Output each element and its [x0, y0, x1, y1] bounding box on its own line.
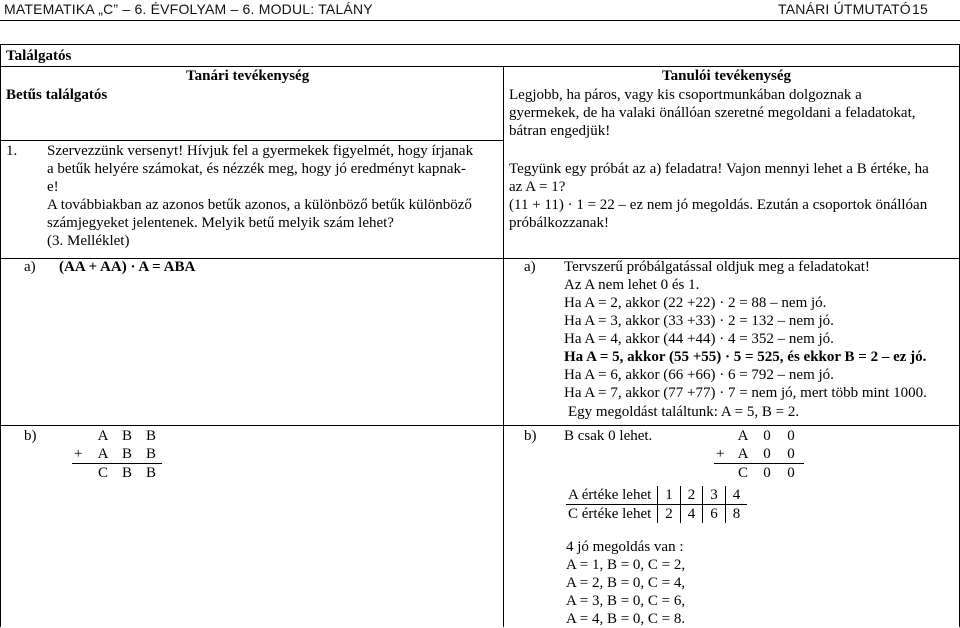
- b-left-r3-c1: C: [97, 465, 108, 481]
- a-right-line-1: Tervszerű próbálgatással oldjuk meg a feladatokat!: [564, 259, 870, 275]
- a-right-line-5: Ha A = 4, akkor (44 +44) · 4 = 352 – nem jó.: [564, 331, 834, 347]
- intro-line-3: bátran engedjük!: [509, 123, 611, 139]
- b-right-r3-c2: 0: [763, 465, 771, 481]
- page-number: 15: [912, 1, 928, 17]
- b-right-r3-c1: C: [737, 465, 748, 481]
- student-column-header: Tanulói tevékenység: [662, 68, 792, 84]
- header-rule: [0, 20, 960, 21]
- header-left: MATEMATIKA „C” – 6. ÉVFOLYAM – 6. MODUL: TALÁNY: [4, 1, 373, 17]
- a-right-label: a): [524, 259, 536, 275]
- value-table-cell: 1: [658, 486, 681, 505]
- section-rule: [0, 66, 960, 67]
- b-right-row3: [736, 464, 798, 482]
- a-right-conclusion: Egy megoldást találtunk: A = 5, B = 2.: [568, 404, 800, 420]
- a-right-line-6: Ha A = 5, akkor (55 +55) · 5 = 525, és ekkor B = 2 – ez jó.: [564, 349, 927, 365]
- teacher-column-header: Tanári tevékenység: [186, 68, 310, 84]
- b-left-r3-c2: B: [121, 465, 132, 481]
- table-top-border: [0, 44, 960, 45]
- section-title: Találgatós: [6, 48, 72, 64]
- hint-line-4: próbálkozzanak!: [509, 215, 609, 231]
- b-left-label: b): [24, 428, 37, 444]
- b-right-r2-c2: 0: [763, 446, 771, 462]
- value-table-cell: 6: [703, 505, 726, 524]
- b-right-r1-c3: 0: [787, 428, 795, 444]
- b-right-r3-c3: 0: [787, 465, 795, 481]
- b-left-plus: +: [74, 446, 83, 462]
- b-right-row1: [736, 427, 798, 445]
- value-table: [566, 486, 747, 523]
- a-right-line-4: Ha A = 3, akkor (33 +33) · 2 = 132 – nem jó.: [564, 313, 834, 329]
- task-line-4: A továbbiakban az azonos betűk azonos, a különböző betűk különböző: [47, 197, 472, 213]
- hint-line-2: az A = 1?: [509, 179, 566, 195]
- b-right-label: b): [524, 428, 537, 444]
- a-right-line-7: Ha A = 6, akkor (66 +66) · 6 = 792 – nem jó.: [564, 367, 834, 383]
- b-left-row2: [96, 445, 158, 463]
- b-right-plus: +: [716, 446, 725, 462]
- hint-line-3: (11 + 11) · 1 = 22 – ez nem jó megoldás. Ezután a csoportok önállóan: [509, 197, 928, 213]
- a-left-expression: (AA + AA) · A = ABA: [59, 259, 196, 275]
- b-right-r2-c1: A: [737, 446, 749, 462]
- value-table-cell: 8: [732, 506, 741, 522]
- b-left-r1-c1: A: [97, 428, 109, 444]
- b-left-r2-c3: B: [145, 446, 156, 462]
- column-divider: [503, 66, 504, 627]
- solution-line-1: A = 1, B = 0, C = 2,: [566, 557, 686, 573]
- b-left-r2-c2: B: [121, 446, 132, 462]
- value-table-cell: 4: [680, 505, 703, 524]
- b-left-row3: [96, 464, 158, 482]
- a-right-line-8: Ha A = 7, akkor (77 +77) · 7 = nem jó, mert több mint 1000.: [564, 385, 927, 401]
- solution-line-3: A = 3, B = 0, C = 6,: [566, 593, 686, 609]
- sub-title: Betűs találgatós: [6, 87, 108, 103]
- b-right-r1-c1: A: [737, 428, 749, 444]
- value-table-row-c: [566, 505, 747, 524]
- b-left-r1-c3: B: [145, 428, 156, 444]
- b-left-r3-c3: B: [145, 465, 156, 481]
- solution-line-2: A = 2, B = 0, C = 4,: [566, 575, 686, 591]
- solutions-title: 4 jó megoldás van :: [566, 539, 684, 555]
- b-right-text: B csak 0 lehet.: [564, 428, 653, 444]
- b-right-r1-c2: 0: [763, 428, 771, 444]
- a-left-label: a): [24, 259, 36, 275]
- task-line-3: e!: [47, 179, 59, 195]
- value-table-cell: 3: [703, 486, 726, 505]
- value-table-cell: 4: [725, 486, 747, 505]
- task-line-1: Szervezzünk versenyt! Hívjuk fel a gyermekek figyelmét, hogy írjanak: [47, 143, 474, 159]
- value-table-row-a: [566, 486, 747, 505]
- b-left-r2-c1: A: [97, 446, 109, 462]
- teacher-intro-rule: [0, 140, 503, 141]
- b-right-r2-c3: 0: [787, 446, 795, 462]
- task-line-6: (3. Melléklet): [47, 233, 130, 249]
- value-table-cell: 2: [680, 486, 703, 505]
- solution-line-4: A = 4, B = 0, C = 8.: [566, 611, 686, 627]
- table-left-border: [0, 44, 1, 627]
- hint-line-1: Tegyünk egy próbát az a) feladatra! Vajon mennyi lehet a B értéke, ha: [509, 161, 929, 177]
- value-table-label-c: C értéke lehet: [566, 505, 658, 524]
- task-number: 1.: [6, 143, 18, 159]
- task-line-5: számjegyeket jelentenek. Melyik betű melyik szám lehet?: [47, 215, 394, 231]
- intro-line-2: gyermekek, de ha valaki önállóan szeretné megoldani a feladatokat,: [509, 105, 916, 121]
- subtask-rule: [0, 425, 960, 426]
- b-left-row1: [96, 427, 158, 445]
- a-right-line-2: Az A nem lehet 0 és 1.: [564, 277, 700, 293]
- intro-line-1: Legjobb, ha páros, vagy kis csoportmunkában dolgoznak a: [509, 87, 862, 103]
- b-right-row2: [736, 445, 798, 463]
- value-table-cell: 2: [658, 505, 681, 524]
- header-right: TANÁRI ÚTMUTATÓ: [778, 1, 911, 17]
- task-line-2: a betűk helyére számokat, és nézzék meg, hogy jó eredményt kapnak-: [47, 161, 466, 177]
- b-left-r1-c2: B: [121, 428, 132, 444]
- value-table-label-a: A értéke lehet: [566, 486, 658, 505]
- a-right-line-3: Ha A = 2, akkor (22 +22) · 2 = 88 – nem jó.: [564, 295, 827, 311]
